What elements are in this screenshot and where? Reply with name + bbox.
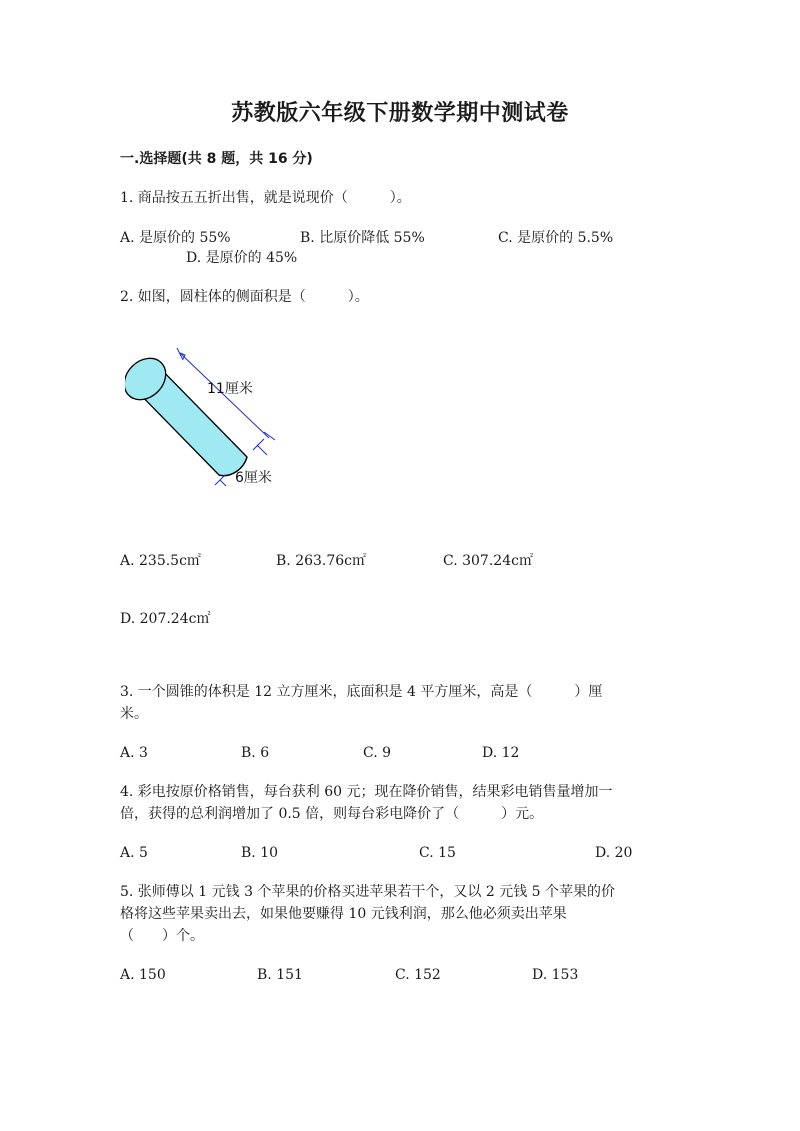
question-1-stem: 1. 商品按五五折出售，就是说现价（ ）。 bbox=[120, 190, 411, 206]
question-4-option-c[interactable]: C. 15 bbox=[419, 845, 456, 861]
question-5-option-b[interactable]: B. 151 bbox=[257, 967, 303, 983]
question-1-option-c[interactable]: C. 是原价的 5.5% bbox=[498, 230, 614, 246]
question-3-option-d[interactable]: D. 12 bbox=[482, 745, 520, 761]
question-1-option-d[interactable]: D. 是原价的 45% bbox=[186, 250, 298, 266]
question-4-stem-line-1: 4. 彩电按原价格销售，每台获利 60 元；现在降价销售，结果彩电销售量增加一 bbox=[120, 784, 613, 800]
question-4-option-d[interactable]: D. 20 bbox=[595, 845, 633, 861]
question-2-option-b[interactable]: B. 263.76c㎡ bbox=[276, 553, 367, 569]
question-1-option-a[interactable]: A. 是原价的 55% bbox=[120, 230, 231, 246]
section-heading: 一.选择题(共 8 题，共 16 分) bbox=[120, 151, 313, 167]
question-2-stem: 2. 如图，圆柱体的侧面积是（ ）。 bbox=[120, 289, 369, 305]
question-3-stem-line-1: 3. 一个圆锥的体积是 12 立方厘米，底面积是 4 平方厘米，高是（ ）厘 bbox=[120, 684, 603, 700]
question-2-option-c[interactable]: C. 307.24c㎡ bbox=[443, 553, 533, 569]
question-3-option-a[interactable]: A. 3 bbox=[120, 745, 148, 761]
question-3-option-b[interactable]: B. 6 bbox=[241, 745, 270, 761]
diameter-label: 6厘米 bbox=[235, 470, 272, 486]
question-5-option-c[interactable]: C. 152 bbox=[395, 967, 441, 983]
question-5-stem-line-2: 格将这些苹果卖出去，如果他要赚得 10 元钱利润，那么他必须卖出苹果 bbox=[120, 906, 567, 922]
question-2-option-d[interactable]: D. 207.24c㎡ bbox=[120, 611, 211, 627]
question-5-option-a[interactable]: A. 150 bbox=[120, 967, 166, 983]
page-title: 苏教版六年级下册数学期中测试卷 bbox=[231, 101, 569, 126]
question-5-option-d[interactable]: D. 153 bbox=[532, 967, 579, 983]
question-4-stem-line-2: 倍，获得的总利润增加了 0.5 倍，则每台彩电降价了（ ）元。 bbox=[120, 806, 544, 822]
question-3-stem-line-2: 米。 bbox=[120, 706, 148, 722]
question-4-option-a[interactable]: A. 5 bbox=[120, 845, 148, 861]
question-5-stem-line-3: （ ）个。 bbox=[120, 928, 204, 944]
cylinder-figure bbox=[125, 345, 285, 505]
length-label: 11厘米 bbox=[207, 381, 253, 397]
question-4-option-b[interactable]: B. 10 bbox=[241, 845, 279, 861]
question-1-option-b[interactable]: B. 比原价降低 55% bbox=[300, 230, 425, 246]
question-5-stem-line-1: 5. 张师傅以 1 元钱 3 个苹果的价格买进苹果若干个，又以 2 元钱 5 个苹果的价 bbox=[120, 884, 616, 900]
question-3-option-c[interactable]: C. 9 bbox=[363, 745, 392, 761]
question-2-option-a[interactable]: A. 235.5c㎡ bbox=[120, 553, 201, 569]
